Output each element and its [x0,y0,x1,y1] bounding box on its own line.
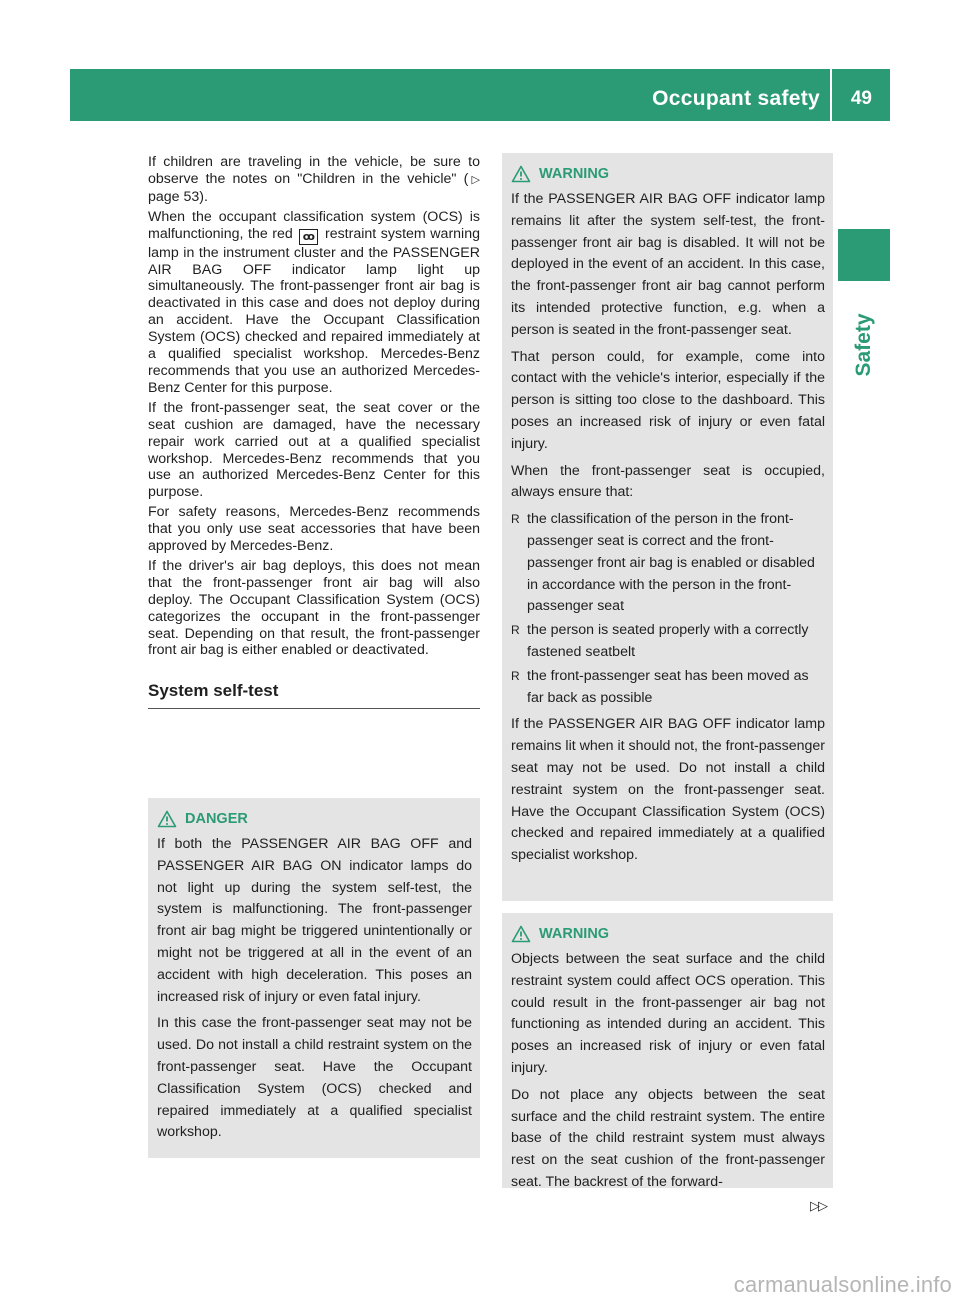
paragraph-text: If children are traveling in the vehicle, be sure to observe the notes on "Children in the vehicle" ( [148,154,480,187]
watermark: carmanualsonline.info [733,1272,952,1297]
warning-triangle-icon [157,810,177,828]
paragraph-driver-airbag: If the driver's air bag deploys, this does not mean that the front-passenger front air bag will also deploy. The Occupant Classification System (OCS) categorizes the occupant in the front-passenger seat. Depending on that result, the front-passenger front air bag is either enabled or deactivated. [148,557,480,659]
page-number: 49 [850,88,872,109]
header-separator [830,69,832,121]
paragraph-seat-accessories: For safety reasons, Mercedes-Benz recommends that you only use seat accessories that have been approved by Mercedes-Benz. [148,504,480,555]
paragraph-seat-damage: If the front-passenger seat, the seat cover or the seat cushion are damaged, have the necessary repair work carried out at a qualified specialist workshop. Mercedes-Benz recommends that you use an authorized Mercedes-Benz Center for this purpose. [148,399,480,501]
list-item-text: the front-passenger seat has been moved as far back as possible [527,667,809,706]
warning1-paragraph-1: If the PASSENGER AIR BAG OFF indicator lamp remains lit after the system self-test, the front-passenger front air bag is disabled. It will not be deployed in the event of an accident. In this case, the front-passenger front air bag cannot perform its intended protective function, e.g. when a person is seated in the front-passenger seat. [511,191,825,338]
bullet-icon: R [511,668,520,683]
page-reference-link[interactable]: page 53). [148,188,208,205]
list-item [511,666,825,710]
warning-label: WARNING [539,166,610,182]
paragraph-text: When the occupant classification system (OCS) is malfunctioning, the red [148,208,480,242]
warning-header [511,923,825,945]
bullet-icon: R [511,512,520,527]
danger-paragraph-2: In this case the front-passenger seat may not be used. Do not install a child restraint system on the front-passenger seat. Have the Occupant Classification System (OCS) checked and repaired immediately at a qualified specialist workshop. [157,1015,472,1141]
section-title: Occupant safety [652,87,820,110]
bullet-icon: R [511,623,520,638]
list-item [511,620,825,664]
warning1-paragraph-3: When the front-passenger seat is occupied, always ensure that: [511,462,825,501]
warning-label: WARNING [539,926,610,942]
list-item-text: the classification of the person in the front-passenger seat is correct and the front-passenger front air bag is enabled or disabled in accordance with the person in the front-passenger seat [527,511,815,615]
page-header [70,69,890,121]
continue-arrow-icon: ▷▷ [810,1198,826,1213]
warning-header [511,163,825,185]
warning-triangle-icon [511,165,531,183]
warning-box-1 [502,153,833,901]
warning1-paragraph-4: If the PASSENGER AIR BAG OFF indicator lamp remains lit when it should not, the front-passenger seat may not be used. Do not install a child restraint system on the front-passenger seat. Have the Occupant Classification System (OCS) checked and repaired immediately at a qualified specialist workshop. [511,716,825,864]
paragraph-ocs-malfunction [148,209,480,397]
restraint-system-warning-icon: ꝏ [299,229,318,245]
section-heading-self-test: System self-test [148,681,480,709]
warning-triangle-icon [511,925,531,943]
danger-box [148,798,480,1158]
danger-header [157,808,472,830]
side-tab [838,290,890,400]
warning-box-2 [502,913,833,1188]
warning2-paragraph-1: Objects between the seat surface and the child restraint system could affect OCS operation. This could result in the front-passenger air bag not functioning as intended during an accident. This poses an increased risk of injury or even fatal injury. [511,951,825,1076]
side-tab-label: Safety [852,313,875,377]
left-column [148,154,480,709]
danger-label: DANGER [185,811,248,827]
warning1-paragraph-2: That person could, for example, come into contact with the vehicle's interior, especially if the person is sitting too close to the dashboard. This poses an increased risk of injury or even fatal injury. [511,348,825,452]
paragraph-text: restraint system warning lamp in the instrument cluster and the PASSENGER AIR BAG OFF indicator lamp light up simultaneously. The front-passenger front air bag is deactivated in this case and does not deploy during an accident. Have the Occupant Classification System (OCS) checked and repaired immediately at a qualified specialist workshop. Mercedes-Benz recommends that you use an authorized Mercedes-Benz Center for this purpose. [148,225,480,396]
side-tab-marker [838,229,890,281]
list-item [511,509,825,618]
list-item-text: the person is seated properly with a correctly fastened seatbelt [527,622,809,660]
paragraph-children-notes [148,154,480,206]
page-ref-icon: ▷ [468,173,480,186]
danger-paragraph-1: If both the PASSENGER AIR BAG OFF and PASSENGER AIR BAG ON indicator lamps do not light up during the system self-test, the system is malfunctioning. The front-passenger front air bag might be triggered unintentionally or might not be triggered at all in the event of an accident with high deceleration. This poses an increased risk of injury or even fatal injury. [157,836,472,1005]
warning2-paragraph-2: Do not place any objects between the seat surface and the child restraint system. The entire base of the child restraint system must always rest on the seat cushion of the front-passenger seat. The backrest of the forward- [511,1086,825,1188]
warning1-checklist [511,509,825,709]
